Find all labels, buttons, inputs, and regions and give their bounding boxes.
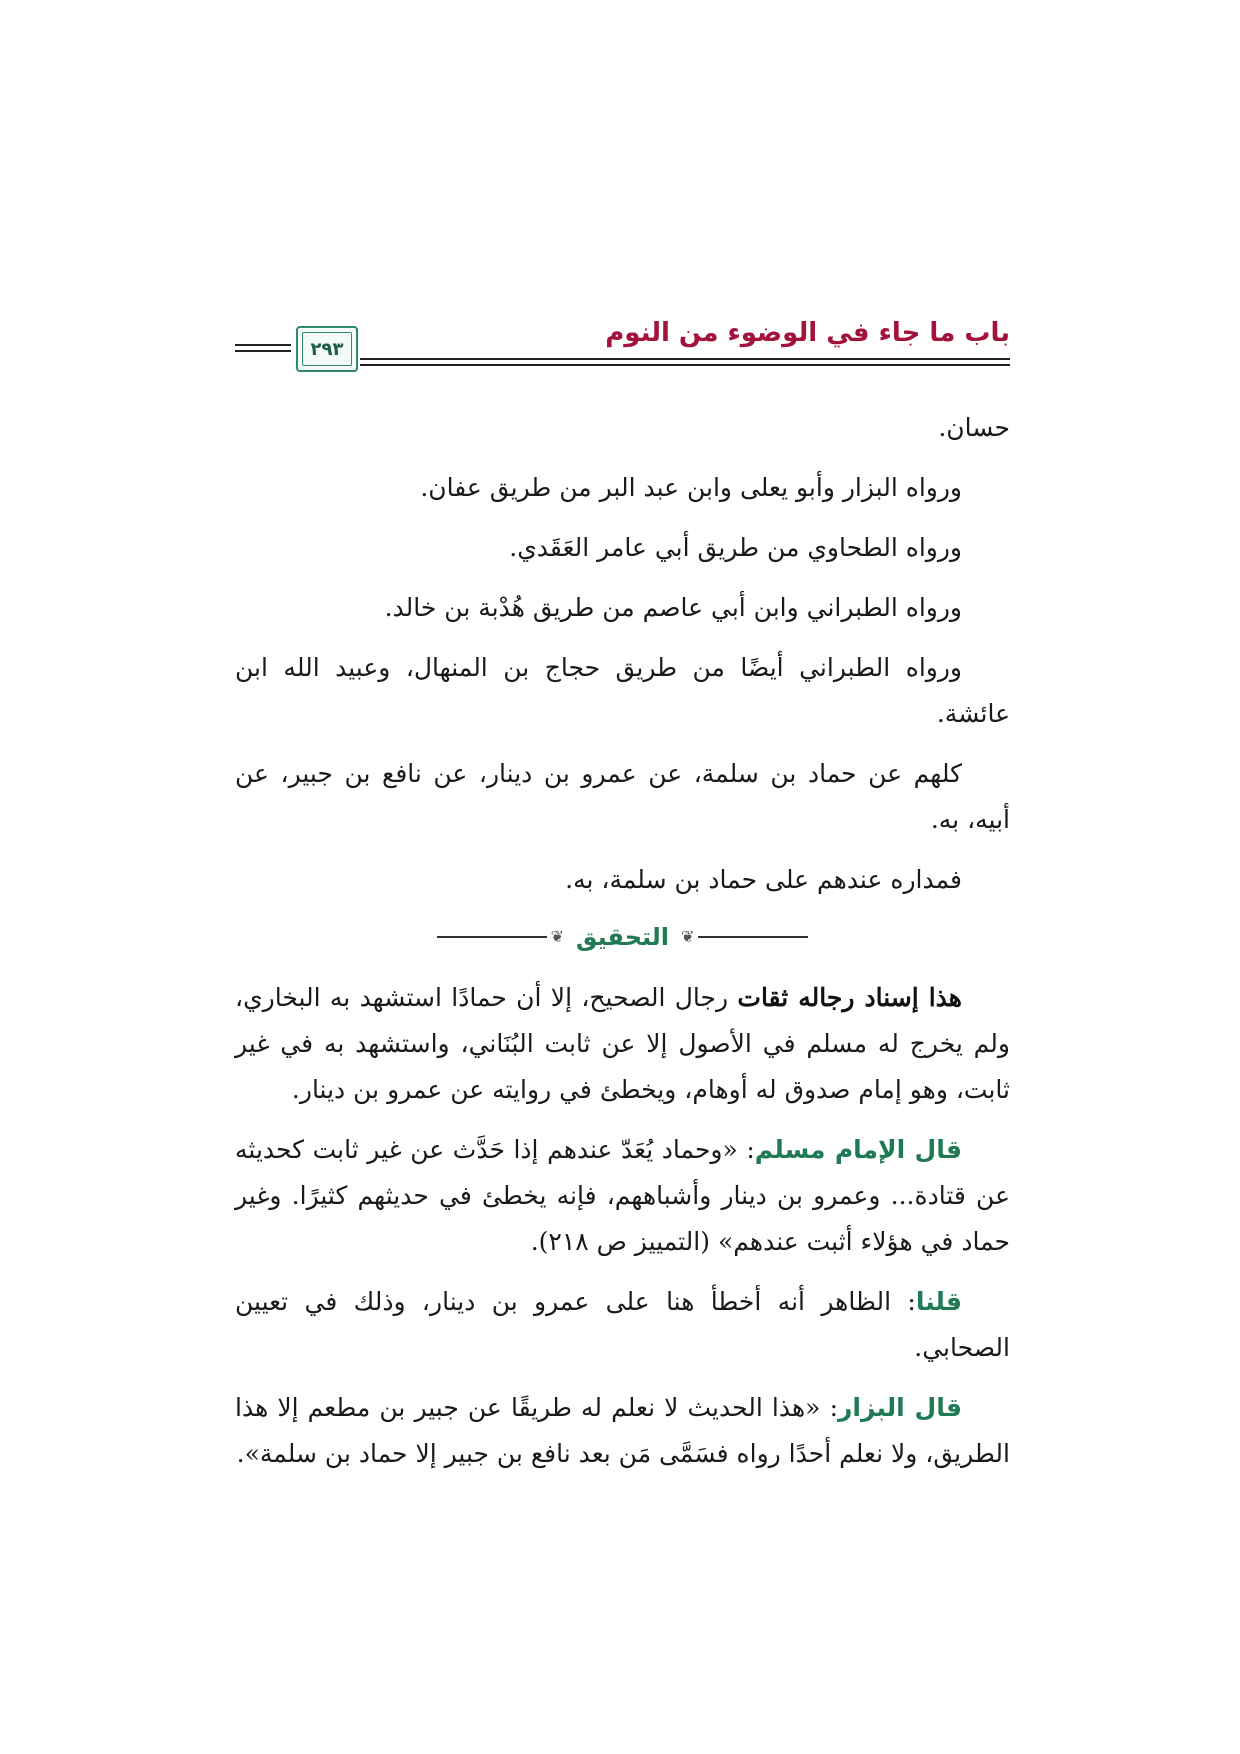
section-heading: التحقيق <box>575 923 670 951</box>
ornament-icon: ❦ <box>550 927 564 946</box>
paragraph-lead: قال الإمام مسلم <box>754 1135 962 1164</box>
paragraph-text: : «هذا الحديث لا نعلم له طريقًا عن جبير بن مطعم إلا هذا الطريق، ولا نعلم أحدًا رواه فسَمَّى مَن بعد نافع بن جبير إلا حماد بن سلمة». <box>235 1393 1010 1468</box>
paragraph-text: : «وحماد يُعَدّ عندهم إذا حَدَّث عن غير ثابت كحديثه عن قتادة... وعمرو بن دينار وأشباههم، فإنه يخطئ في حديثهم كثيرًا. وغير حماد في هؤلاء أثبت عندهم» (التمييز ص ٢١٨). <box>235 1135 1010 1256</box>
paragraph: كلهم عن حماد بن سلمة، عن عمرو بن دينار، عن نافع بن جبير، عن أبيه، به. <box>235 759 1010 834</box>
paragraph: ورواه الطبراني وابن أبي عاصم من طريق هُدْبة بن خالد. <box>384 593 962 622</box>
paragraph-text: : الظاهر أنه أخطأ هنا على عمرو بن دينار، وذلك في تعيين الصحابي. <box>235 1287 1010 1362</box>
paragraph: حسان. <box>938 413 1010 442</box>
paragraph-lead: قال البزار <box>838 1393 963 1422</box>
paragraph: ورواه الطبراني أيضًا من طريق حجاج بن المنهال، وعبيد الله ابن عائشة. <box>235 653 1010 728</box>
paragraph: فمداره عندهم على حماد بن سلمة، به. <box>565 865 962 894</box>
page-header <box>235 318 1010 390</box>
page-number-badge <box>296 326 358 372</box>
divider-line <box>698 936 808 938</box>
header-rule-left-lower <box>235 350 291 352</box>
paragraph-lead: هذا إسناد رجاله ثقات <box>737 983 962 1012</box>
chapter-title: باب ما جاء في الوضوء من النوم <box>605 318 1010 348</box>
paragraph: ورواه البزار وأبو يعلى وابن عبد البر من طريق عفان. <box>420 473 962 502</box>
ornament-icon: ❦ <box>681 927 695 946</box>
header-rule-right <box>360 358 1010 360</box>
header-rule-right-lower <box>360 364 1010 366</box>
analysis-paragraph <box>235 1127 1010 1265</box>
analysis-paragraph <box>235 1279 1010 1371</box>
divider-line <box>437 936 547 938</box>
page-number: ٢٩٣ <box>310 338 344 360</box>
page-body <box>235 405 1010 1491</box>
section-divider <box>235 917 1010 957</box>
paragraph-text: رجال الصحيح، إلا أن حمادًا استشهد به البخاري، ولم يخرج له مسلم في الأصول إلا عن ثابت البُنَاني، واستشهد به في غير ثابت، وهو إمام صدوق له أوهام، ويخطئ في روايته عن عمرو بن دينار. <box>235 983 1010 1104</box>
paragraph: ورواه الطحاوي من طريق أبي عامر العَقَدي. <box>509 533 962 562</box>
header-rule-left <box>235 344 291 346</box>
analysis-paragraph <box>235 975 1010 1113</box>
analysis-paragraph <box>235 1385 1010 1477</box>
paragraph-lead: قلنا <box>915 1287 962 1316</box>
